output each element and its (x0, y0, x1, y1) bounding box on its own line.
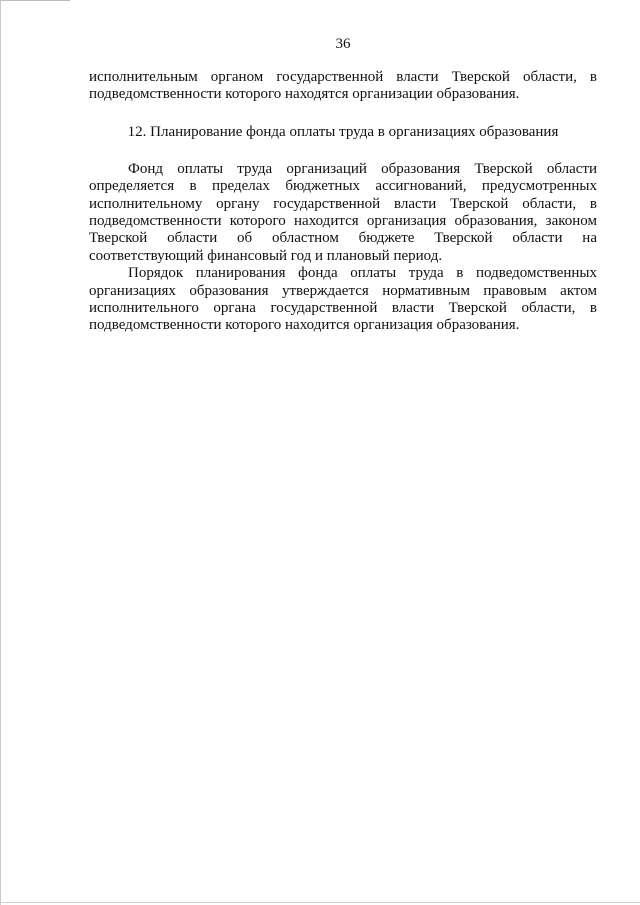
document-page (89, 36, 597, 335)
paragraph-1: Фонд оплаты труда организаций образования Тверской области определяется в пределах бюджетных ассигнований, предусмотренных исполнительному органу государственной власти Тверской области, в подведомственности которого находится организация образования, законом Тверской области об областном бюджете Тверской области на соответствующий финансовый год и плановый период. (89, 160, 597, 264)
scan-bottom-edge (0, 902, 640, 903)
continuation-paragraph: исполнительным органом государственной власти Тверской области, в подведомственности которого находятся организации образования. (89, 69, 597, 103)
page-number: 36 (335, 36, 351, 52)
paragraph-2: Порядок планирования фонда оплаты труда в подведомственных организациях образования утверждается нормативным правовым актом исполнительного органа государственной власти Тверской области, в подведомственности которого находится организация образования. (89, 265, 597, 334)
scan-top-mark (0, 0, 70, 1)
section-heading: 12. Планирование фонда оплаты труда в организациях образования (127, 123, 559, 140)
scan-left-edge (0, 0, 1, 905)
